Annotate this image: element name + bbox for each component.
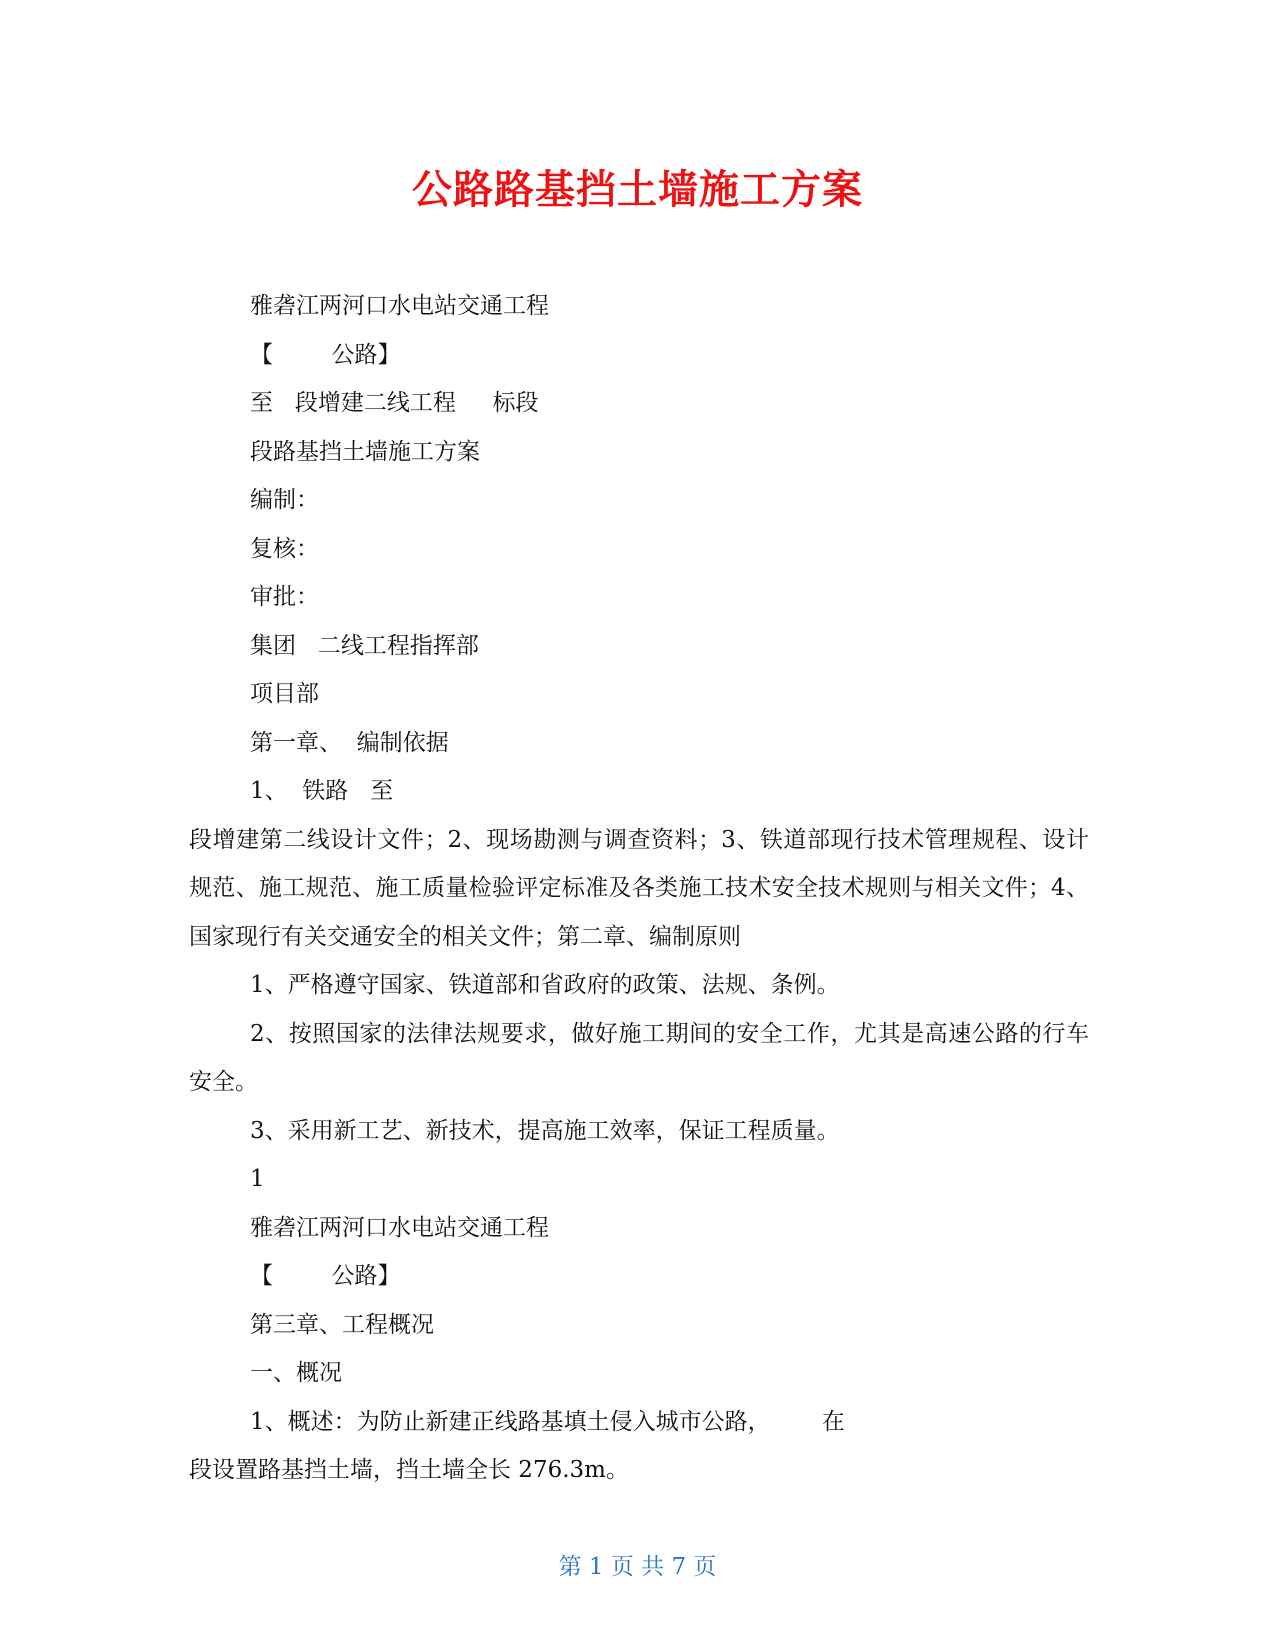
page-footer: 第 1 页 共 7 页 [558, 1554, 717, 1580]
overview-heading: 一、概况 [250, 1360, 342, 1386]
road-name-repeat: 【 公路】 [250, 1263, 401, 1289]
road-name: 【 公路】 [250, 341, 401, 368]
reviewed-by-field: 复核： [250, 535, 319, 562]
compiled-by-field: 编制： [250, 487, 319, 513]
document-body [189, 282, 1089, 1495]
project-name: 雅砻江两河口水电站交通工程 [250, 293, 549, 319]
basis-item-1: 1、 铁路 至 [250, 778, 394, 804]
project-department: 项目部 [250, 681, 319, 707]
principle-1: 1、严格遵守国家、铁道部和省政府的政策、法规、条例。 [250, 972, 840, 998]
overview-item-1-cont: 段设置路基挡土墙，挡土墙全长 276.3m。 [189, 1457, 629, 1483]
principle-3: 3、采用新工艺、新技术，提高施工效率，保证工程质量。 [250, 1117, 840, 1144]
section-line: 至 段增建二线工程 标段 [250, 390, 539, 416]
basis-paragraph: 段增建第二线设计文件；2、现场勘测与调查资料；3、铁道部现行技术管理规程、设计规范、施工规范、施工质量检验评定标准及各类施工技术安全技术规则与相关文件；4、国家现行有关交通安全的相关文件；第二章、编制原则 [189, 826, 1089, 950]
principle-2: 2、按照国家的法律法规要求，做好施工期间的安全工作，尤其是高速公路的行车安全。 [189, 1020, 1089, 1095]
approved-by-field: 审批： [250, 584, 319, 610]
chapter-1-heading: 第一章、 编制依据 [250, 729, 449, 756]
chapter-3-heading: 第三章、工程概况 [250, 1311, 434, 1338]
project-name-repeat: 雅砻江两河口水电站交通工程 [250, 1214, 549, 1241]
page-number-inline: 1 [250, 1166, 265, 1192]
overview-item-1: 1、概述：为防止新建正线路基填土侵入城市公路， 在 [250, 1408, 845, 1435]
headquarters-name: 集团 二线工程指挥部 [250, 632, 479, 659]
plan-subtitle: 段路基挡土墙施工方案 [250, 438, 480, 465]
document-title: 公路路基挡土墙施工方案 [412, 167, 863, 213]
